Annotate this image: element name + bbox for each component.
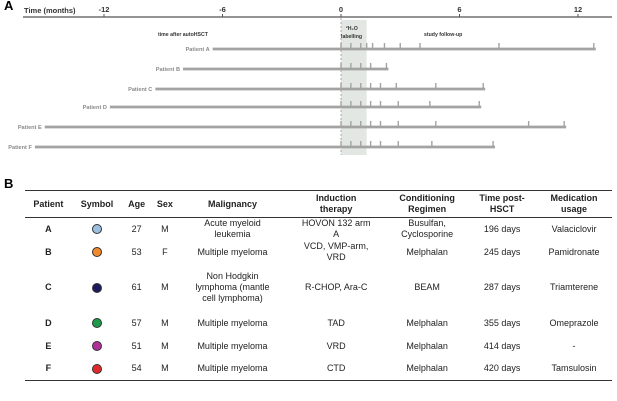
panel-b-label: B — [4, 176, 14, 191]
column-header-text: Induction — [315, 193, 357, 203]
symbol-cell — [72, 218, 122, 241]
sex-cell: F — [162, 246, 168, 257]
symbol-cell — [72, 264, 122, 312]
patient-label: Patient A — [185, 47, 210, 53]
sex-cell: M — [161, 317, 169, 328]
symbol-dot — [92, 247, 102, 257]
patient-id: D — [45, 317, 52, 328]
medication-usage-cell: Triamterene — [549, 282, 599, 292]
medication-usage-cell: Pamidronate — [548, 246, 600, 257]
symbol-dot — [92, 341, 102, 351]
annotation-pre: time after autoHSCT — [158, 32, 208, 38]
column-header — [72, 191, 122, 218]
malignancy-cell: Multiple myeloma — [197, 340, 268, 351]
patient-label: Patient F — [8, 145, 32, 151]
sampling-timeline-chart — [0, 0, 617, 160]
symbol-cell — [72, 241, 122, 264]
table-header-row — [25, 191, 612, 218]
column-header — [468, 191, 536, 218]
sex-cell: M — [161, 340, 169, 351]
sex-cell: M — [151, 358, 179, 381]
conditioning-regimen-cell: Busulfan, Cyclosporine — [401, 218, 454, 240]
x-tick-label: -6 — [219, 5, 226, 14]
medication-usage-cell: Valaciclovir — [551, 223, 597, 234]
x-tick-label: 12 — [573, 5, 583, 14]
sex-cell: M — [161, 282, 169, 292]
column-header-text: HSCT — [489, 204, 515, 214]
medication-usage-cell: Tamsulosin — [536, 358, 612, 381]
column-header-text: Conditioning — [399, 193, 455, 203]
medication-usage-cell: Omeprazole — [549, 317, 599, 328]
induction-therapy-cell: R-CHOP, Ara-C — [305, 282, 368, 292]
patient-id: C — [45, 282, 52, 292]
time-post-hsct-cell: 414 days — [483, 340, 521, 351]
column-header-text: therapy — [319, 204, 353, 214]
patient-label: Patient D — [82, 105, 107, 111]
time-post-hsct-cell: 245 days — [483, 246, 521, 257]
patient-characteristics-table — [25, 190, 612, 381]
conditioning-regimen-cell: Melphalan — [406, 340, 448, 351]
patient-id: B — [45, 246, 52, 257]
induction-therapy-cell: VRD — [326, 340, 346, 351]
age-cell: 57 — [131, 317, 142, 328]
table-row — [25, 264, 612, 312]
column-header-text: Sex — [156, 198, 173, 209]
symbol-cell — [72, 358, 122, 381]
column-header — [151, 191, 179, 218]
malignancy-cell: Multiple myeloma — [197, 317, 268, 328]
x-tick-label: -12 — [98, 5, 110, 14]
age-cell: 27 — [131, 223, 142, 234]
symbol-cell — [72, 312, 122, 335]
column-header-text: Symbol — [80, 198, 114, 209]
conditioning-regimen-cell: BEAM — [414, 282, 440, 292]
panel-a-label: A — [4, 0, 14, 13]
column-header — [286, 191, 386, 218]
column-header-text: Regimen — [408, 204, 447, 214]
age-cell: 53 — [131, 246, 142, 257]
column-header-text: Age — [128, 198, 146, 209]
time-post-hsct-cell: 355 days — [483, 317, 521, 328]
table-row — [25, 241, 612, 264]
annotation-labelling-line2: labelling — [341, 34, 363, 40]
table-row — [25, 335, 612, 358]
symbol-cell — [72, 335, 122, 358]
patient-id: E — [45, 340, 52, 351]
patient-id: F — [25, 358, 72, 381]
induction-therapy-cell: CTD — [286, 358, 386, 381]
x-tick-label: 6 — [457, 5, 462, 14]
time-post-hsct-cell: 420 days — [468, 358, 536, 381]
x-tick-label: 0 — [338, 5, 344, 14]
conditioning-regimen-cell: Melphalan — [406, 246, 448, 257]
column-header — [536, 191, 612, 218]
column-header — [25, 191, 72, 218]
conditioning-regimen-cell: Melphalan — [386, 358, 468, 381]
age-cell: 54 — [122, 358, 151, 381]
age-cell: 51 — [131, 340, 142, 351]
conditioning-regimen-cell: Melphalan — [406, 317, 448, 328]
column-header — [386, 191, 468, 218]
column-header-text: Medication — [550, 193, 598, 203]
x-axis-title: Time (months) — [24, 6, 76, 15]
column-header-text: Malignancy — [207, 198, 257, 209]
induction-therapy-cell: HOVON 132 arm A — [301, 218, 371, 240]
patient-label: Patient B — [155, 67, 180, 73]
annotation-labelling-line1: ²H₂O — [346, 26, 358, 32]
table-body — [25, 218, 612, 381]
symbol-dot — [92, 224, 102, 234]
column-header — [179, 191, 287, 218]
column-header-text: usage — [561, 204, 588, 214]
malignancy-cell: Non Hodgkin lymphoma (mantle cell lymphoma) — [195, 271, 270, 303]
symbol-dot — [92, 283, 102, 293]
malignancy-cell: Multiple myeloma — [197, 246, 268, 257]
symbol-dot — [92, 318, 102, 328]
table-row — [25, 312, 612, 335]
column-header-text: Patient — [33, 198, 64, 209]
medication-usage-cell: - — [572, 340, 576, 351]
column-header — [122, 191, 151, 218]
labelling-window — [341, 20, 367, 155]
patient-id: A — [45, 223, 52, 234]
time-post-hsct-cell: 287 days — [483, 282, 521, 292]
induction-therapy-cell: TAD — [327, 317, 345, 328]
time-post-hsct-cell: 196 days — [483, 223, 521, 234]
malignancy-cell: Acute myeloid leukemia — [204, 218, 261, 240]
induction-therapy-cell: VCD, VMP-arm, VRD — [303, 241, 369, 262]
table-row — [25, 358, 612, 381]
patient-label: Patient C — [128, 87, 153, 93]
table-row — [25, 218, 612, 241]
sex-cell: M — [161, 223, 169, 234]
annotation-followup: study follow-up — [424, 32, 463, 38]
column-header-text: Time post- — [479, 193, 525, 203]
symbol-dot — [92, 364, 102, 374]
age-cell: 61 — [131, 282, 142, 292]
patient-label: Patient E — [17, 125, 42, 131]
malignancy-cell: Multiple myeloma — [179, 358, 287, 381]
